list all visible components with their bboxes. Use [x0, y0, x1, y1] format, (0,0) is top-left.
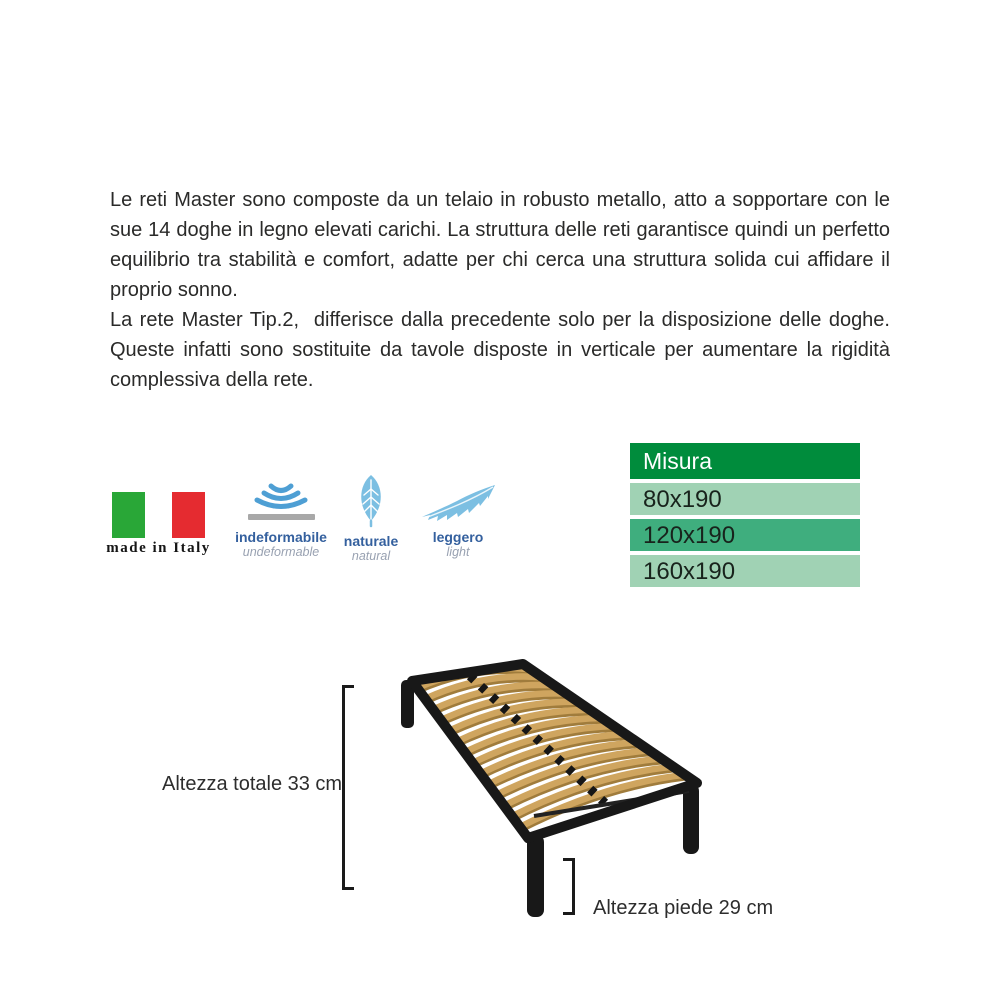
foot-height-label: Altezza piede 29 cm — [593, 897, 774, 919]
italian-flag-icon — [98, 492, 219, 538]
flag-red-band — [172, 492, 205, 538]
size-row-80x190: 80x190 — [630, 483, 860, 515]
feature-leggero — [403, 482, 513, 560]
foot-height-bracket — [563, 860, 574, 914]
bed-svg — [160, 650, 800, 970]
bed-leg-front-left — [527, 835, 544, 917]
size-row-120x190: 120x190 — [630, 519, 860, 551]
feature-sublabel: undeformable — [242, 545, 320, 559]
made-in-italy-feature — [98, 492, 219, 557]
flag-green-band — [112, 492, 145, 538]
feature-sublabel: light — [446, 545, 470, 559]
feature-sublabel: natural — [351, 549, 391, 563]
leaf-icon — [352, 474, 390, 528]
description-paragraph-1: Le reti Master sono composte da un telaio in robusto metallo, atto a sopportare con le sue 14 doghe in legno elevati carichi. La struttura delle reti garantisce quindi un perfetto equilibrio tra stabilità e comfort, adatte per chi cerca una struttura solida cui affidare il proprio sonno. — [110, 189, 890, 301]
made-in-italy-label: made in Italy — [106, 540, 211, 556]
feature-label: indeformabile — [235, 529, 327, 545]
feature-label: leggero — [432, 529, 484, 545]
size-table — [630, 443, 860, 587]
product-description — [110, 185, 890, 395]
feather-icon — [418, 482, 498, 524]
springs-arcs-icon — [245, 478, 317, 524]
bed-diagram — [160, 650, 800, 980]
bed-leg-front-right — [683, 784, 699, 854]
total-height-label: Altezza totale 33 cm — [162, 773, 343, 795]
description-paragraph-2: La rete Master Tip.2, differisce dalla precedente solo per la disposizione delle doghe. Queste infatti sono sostituite da tavole disposte in verticale per aumentare la rigidità complessiva della rete. — [110, 309, 890, 391]
size-table-header: Misura — [630, 443, 860, 479]
feature-label: naturale — [343, 533, 399, 549]
total-height-bracket — [344, 687, 355, 889]
size-row-160x190: 160x190 — [630, 555, 860, 587]
